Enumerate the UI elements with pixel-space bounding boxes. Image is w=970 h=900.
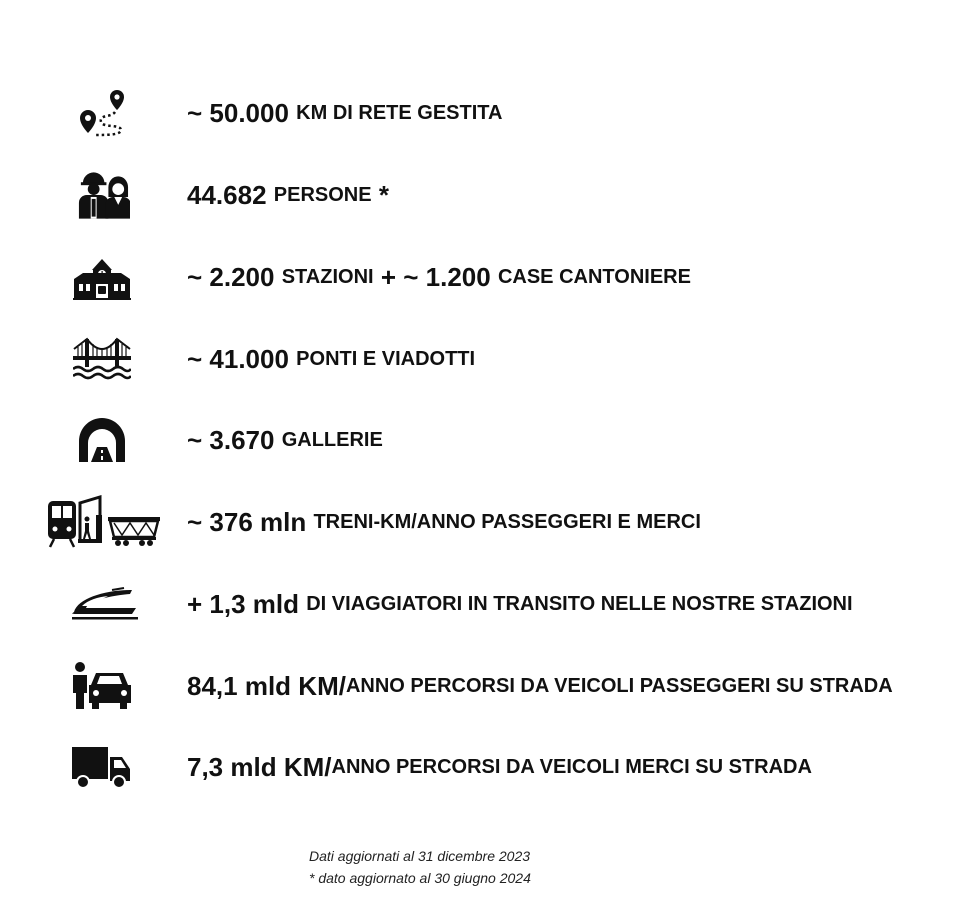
stat-text	[187, 165, 389, 225]
stat-value: ~ 3.670	[187, 424, 275, 455]
stat-row-stations	[0, 247, 970, 307]
stat-text	[187, 410, 383, 470]
stat-label-2: CASE CANTONIERE	[497, 265, 691, 288]
high-speed-train-icon	[65, 574, 139, 634]
stat-value-2: ~ 1.200	[403, 261, 491, 292]
stat-label: KM DI RETE GESTITA	[296, 101, 503, 124]
stat-row-passenger-vehicles	[0, 656, 970, 716]
stat-value: 44.682	[187, 179, 267, 210]
stat-text	[187, 656, 893, 716]
stat-label: DI VIAGGIATORI IN TRANSITO NELLE NOSTRE STAZIONI	[306, 592, 853, 615]
stat-row-network	[0, 83, 970, 143]
stat-label: TRENI-KM/ANNO PASSEGGERI E MERCI	[313, 510, 701, 533]
stat-row-bridges	[0, 329, 970, 389]
stat-row-people	[0, 165, 970, 225]
stat-value: 7,3 mld	[187, 751, 277, 782]
truck-icon	[70, 737, 132, 797]
trains-icon	[46, 492, 164, 552]
stat-value: ~ 2.200	[187, 261, 275, 292]
stat-value: ~ 376 mln	[187, 506, 307, 537]
station-building-icon	[73, 247, 131, 307]
footnote-asterisk: * dato aggiornato al 30 giugno 2024	[309, 870, 531, 886]
stat-value: ~ 50.000	[187, 97, 289, 128]
stat-label: STAZIONI	[281, 265, 374, 288]
stat-text	[187, 492, 701, 552]
stat-unit: KM/	[283, 751, 332, 782]
stat-value: 84,1 mld	[187, 670, 292, 701]
route-pin-icon	[75, 83, 130, 143]
stat-label: GALLERIE	[281, 428, 383, 451]
stat-row-tunnels	[0, 410, 970, 470]
stat-label: PONTI E VIADOTTI	[296, 347, 476, 370]
stat-plus: +	[380, 261, 396, 292]
stat-value: ~ 41.000	[187, 343, 289, 374]
bridge-icon	[73, 329, 131, 389]
stat-unit: KM/	[298, 670, 346, 701]
workers-icon	[75, 165, 130, 225]
stat-text	[187, 83, 502, 143]
stat-label: PERSONE	[273, 183, 372, 206]
stat-row-travellers	[0, 574, 970, 634]
stat-label: ANNO PERCORSI DA VEICOLI PASSEGGERI SU STRADA	[345, 674, 893, 697]
stat-asterisk: *	[378, 179, 389, 210]
stat-row-train-km	[0, 492, 970, 552]
stat-label: ANNO PERCORSI DA VEICOLI MERCI SU STRADA	[331, 755, 812, 778]
stat-row-freight-vehicles	[0, 737, 970, 797]
tunnel-icon	[76, 410, 128, 470]
stat-text	[187, 247, 691, 307]
person-car-icon	[70, 656, 134, 716]
stat-text	[187, 574, 853, 634]
stat-text	[187, 329, 475, 389]
footnote-update-date: Dati aggiornati al 31 dicembre 2023	[309, 848, 531, 864]
stat-value: + 1,3 mld	[187, 588, 299, 619]
stat-text	[187, 737, 812, 797]
